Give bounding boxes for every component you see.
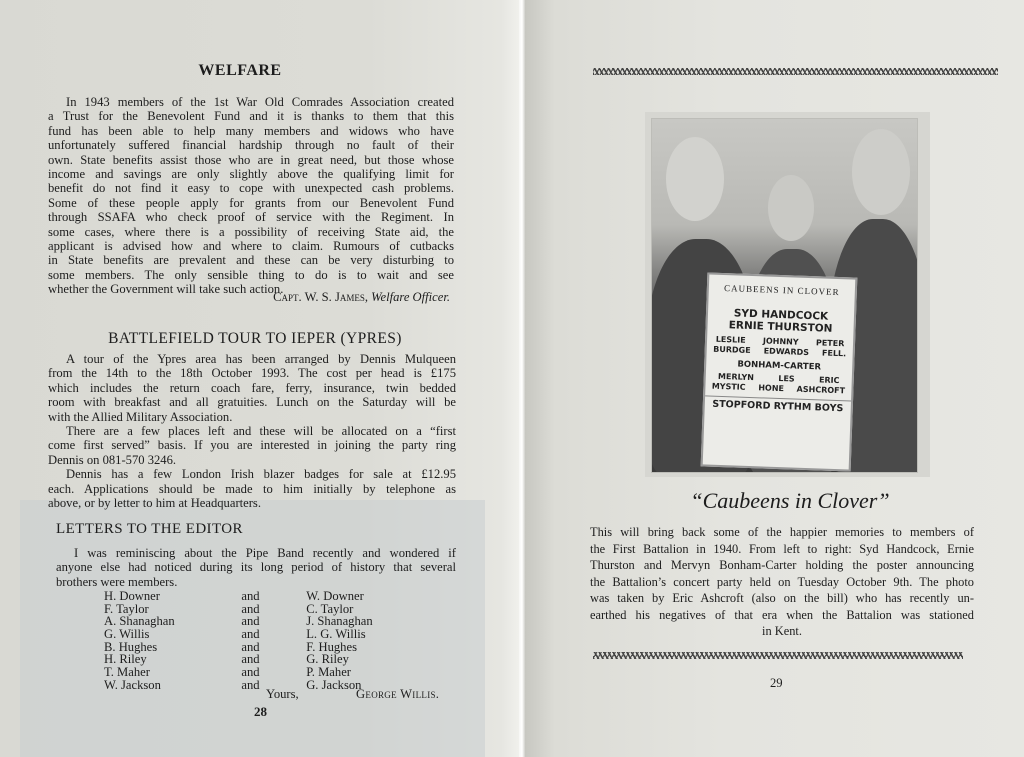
brothers-row <box>104 653 424 666</box>
tour-heading: BATTLEFIELD TOUR TO IEPER (YPRES) <box>108 330 402 347</box>
text-line: through SSAFA who check proof of service with the Regiment. In <box>48 210 454 225</box>
brothers-row <box>104 615 424 628</box>
text-line: some members. The only sensible thing to do is to wait and see <box>48 267 454 282</box>
poster-name: LESLIE <box>715 334 746 345</box>
text-line: the Battalion’s concert party held on Tuesday October 9th. The photo <box>590 574 974 589</box>
text-line: anyone else had noticed during its long period of history that several <box>56 560 456 575</box>
poster-name: MYSTIC <box>711 381 746 392</box>
photo-caption: “Caubeens in Clover” <box>690 488 890 513</box>
text-line: whether the Government will take such action. <box>48 282 284 297</box>
text-line: This will bring back some of the happier memories to members of <box>590 525 974 539</box>
brother-a: W. Jackson <box>104 677 161 692</box>
text-line: come first served” basis. If you are interested in joining the party ring <box>48 438 456 453</box>
text-line: Dennis on 081-570 3246. <box>48 452 177 467</box>
brothers-row <box>104 628 424 641</box>
brothers-row <box>104 590 424 603</box>
poster-line: BONHAM-CARTER <box>737 359 822 373</box>
text-line: benefit do not find it easy to cope with unexpected cash problems. <box>48 181 454 196</box>
text-line: in Kent. <box>762 624 802 638</box>
brother-a: G. Willis <box>104 627 150 642</box>
text-line: the First Battalion in 1940. From left to right: Syd Handcock, Ernie <box>590 541 974 556</box>
caption-body <box>590 524 974 640</box>
text-line: above, or by letter to him at Headquarters. <box>48 496 261 511</box>
text-line: unfortunately suffered financial hardship through no fault of their <box>48 138 454 153</box>
poster-name: HONE <box>758 383 785 394</box>
text-line: each. Applications should be made to him initially by telephone as <box>48 481 456 496</box>
letter-closing: Yours, <box>266 687 299 701</box>
signature-name: Capt. W. S. James, <box>273 290 369 304</box>
text-line: room with breakfast and all gratuities. Lunch on the Saturday will be <box>48 395 456 410</box>
brother-a: F. Taylor <box>104 601 149 616</box>
poster-title: CAUBEENS IN CLOVER <box>723 283 840 298</box>
poster-line: SYD HANDCOCK <box>733 307 829 323</box>
brother-b: F. Hughes <box>306 639 357 654</box>
text-line: some cases, where there is a possibility of receiving State aid, the <box>48 224 454 239</box>
poster-footer: STOPFORD RYTHM BOYS <box>705 395 851 414</box>
text-line: Some of these people apply for grants from our Benevolent Fund <box>48 195 454 210</box>
brother-b: L. G. Willis <box>306 627 366 642</box>
text-line: own. State benefits assist those who are in great need, but those whose <box>48 152 454 167</box>
photo-caubeens-in-clover <box>651 118 918 473</box>
poster-name: BURDGE <box>713 344 751 355</box>
text-line: from the 14th to the 18th October 1993. The cost per head is £175 <box>48 366 456 381</box>
text-line: income and savings are only slightly above the qualifying limit for <box>48 167 454 182</box>
letters-body <box>56 546 456 589</box>
text-line: earthed his negatives of that era when the Battalion was stationed <box>590 607 974 622</box>
and-word: and <box>241 652 260 667</box>
text-line: applicant is advised how and where to claim. Rumours of cutbacks <box>48 239 454 254</box>
text-line: was taken by Eric Ashcroft (also on the bill) who has recently un- <box>590 591 974 605</box>
text-line: In 1943 members of the 1st War Old Comrades Association created <box>66 95 454 109</box>
welfare-body <box>48 95 454 297</box>
poster-name: MERLYN <box>717 371 755 383</box>
brother-a: H. Downer <box>104 589 160 603</box>
brother-b: P. Maher <box>306 665 351 680</box>
text-line: fund has been able to help many members and widows who have <box>48 123 454 138</box>
brother-a: B. Hughes <box>104 639 158 654</box>
brother-b: W. Downer <box>306 589 364 603</box>
and-word: and <box>241 639 260 654</box>
poster-name: ASHCROFT <box>796 384 846 396</box>
brother-b: C. Taylor <box>306 601 354 616</box>
brother-b: G. Jackson <box>306 677 362 692</box>
and-word: and <box>241 589 260 603</box>
brother-b: J. Shanaghan <box>306 614 373 629</box>
text-line: a Trust for the Benevolent Fund and it is thanks to them that this <box>48 109 454 124</box>
page-number-right: 29 <box>770 676 783 690</box>
and-word: and <box>241 627 260 642</box>
text-line: Dennis has a few London Irish blazer badges for sale at £12.95 <box>66 467 456 482</box>
text-line: A tour of the Ypres area has been arranged by Dennis Mulqueen <box>66 352 456 366</box>
soldier-left-head <box>666 137 724 221</box>
text-line: with the Allied Military Association. <box>48 409 233 424</box>
text-line: I was reminiscing about the Pipe Band recently and wondered if <box>74 546 456 560</box>
brother-a: A. Shanaghan <box>104 614 175 629</box>
poster-line: ERNIE THURSTON <box>728 319 833 335</box>
welfare-signature <box>180 290 450 305</box>
soldier-right-head <box>852 129 910 215</box>
soldier-middle-head <box>768 175 814 241</box>
decorative-border-top <box>593 68 998 75</box>
brothers-row <box>104 641 424 654</box>
poster-name: EDWARDS <box>763 346 810 358</box>
and-word: and <box>241 614 260 629</box>
and-word: and <box>241 601 260 616</box>
text-line: Thurston and Mervyn Bonham-Carter holding the poster announcing <box>590 558 974 572</box>
text-line: There are a few places left and these will be allocated on a “first <box>66 424 456 439</box>
poster-name: JOHNNY <box>762 336 799 347</box>
and-word: and <box>241 677 260 692</box>
text-line: which includes the return coach fare, ferry, insurance, twin bedded <box>48 380 456 395</box>
letters-heading: LETTERS TO THE EDITOR <box>56 521 243 537</box>
poster-name: FELL. <box>821 348 847 359</box>
tour-body <box>48 352 456 510</box>
brother-a: T. Maher <box>104 665 150 680</box>
poster-name: PETER <box>815 338 845 349</box>
page-number-left: 28 <box>254 704 267 719</box>
book-gutter <box>519 0 525 757</box>
text-line: in State benefits are prevalent and these can be very disturbing to <box>48 253 454 268</box>
brothers-list <box>104 590 424 692</box>
text-line: brothers were members. <box>56 574 178 589</box>
brother-a: H. Riley <box>104 652 147 667</box>
and-word: and <box>241 665 260 680</box>
signature-title: Welfare Officer. <box>371 290 450 304</box>
brother-b: G. Riley <box>306 652 349 667</box>
brothers-row <box>104 666 424 679</box>
poster-name: ERIC <box>818 375 840 386</box>
poster-name: LES <box>778 373 795 384</box>
concert-poster <box>701 272 858 471</box>
decorative-border-bottom <box>593 652 963 659</box>
welfare-heading: WELFARE <box>198 62 282 79</box>
letter-author: George Willis. <box>356 687 440 701</box>
